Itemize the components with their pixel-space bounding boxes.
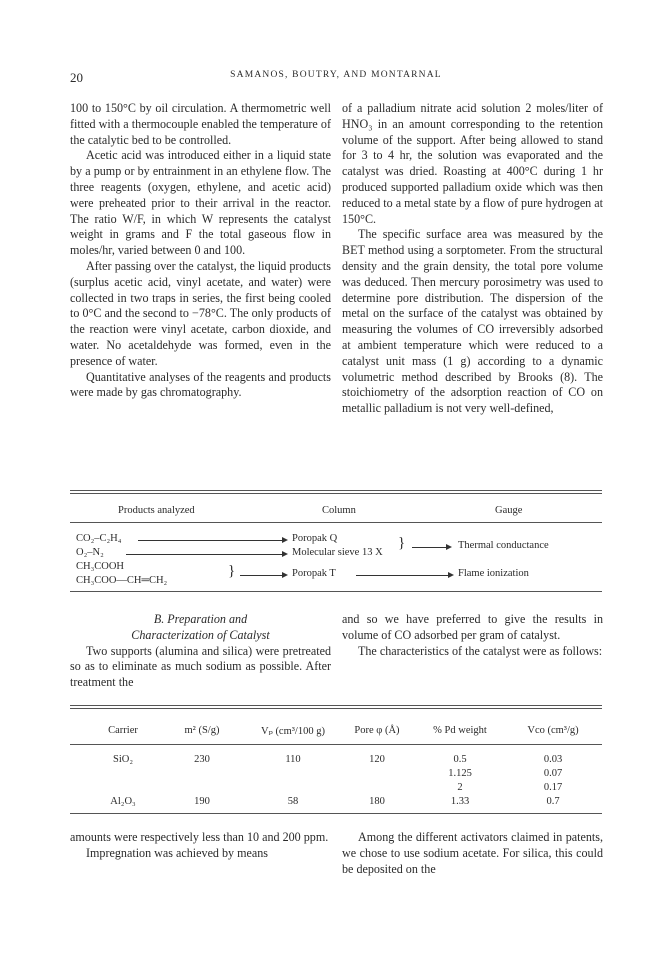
bottom-left-column [70, 830, 331, 862]
table2-cell: Al₂O₃ [110, 796, 136, 807]
mid-right-column [342, 612, 603, 659]
table2-header: m² (S/g) [184, 725, 220, 736]
section-title: Characterization of Catalyst [131, 627, 270, 642]
table2-header: % Pd weight [433, 725, 487, 736]
arrow [240, 575, 286, 576]
paragraph: of a palladium nitrate acid solution 2 moles/liter of HNO₃ in an amount corresponding to the retention volume of the support. After being allowed to stand for 3 to 4 hr, the solution was evaporated and the catalyst was dried. Roasting at 400°C during 1 hr produced supported palladium oxide which was then reduced to a metal state by a flow of pure hydrogen at 150°C. [342, 101, 603, 226]
top-left-column [70, 101, 331, 401]
arrow [138, 540, 286, 541]
table2-cell: 1.33 [450, 796, 470, 807]
table1-column: Poropak T [292, 568, 336, 579]
table1-product: CH₃COO—CH═CH₂ [76, 575, 168, 586]
paragraph: The specific surface area was measured by the BET method using a sorptometer. From the structural density and the grain density, the total pore volume was deduced. Then mercury porosimetry was used to determine pore distribution. The dispersion of the metal on the surface of the catalyst was obtained by measuring the volumes of CO irreversibly adsorbed at ambient temperature which were reduced to a catalyst unit mass (1 g) according to a dynamic volumetric method described by Brooks (8). The stoichiometry of the adsorption reaction of CO on metallic palladium is not very well-defined, [342, 227, 603, 416]
arrow [412, 547, 450, 548]
table2-header: Pore φ (Å) [354, 725, 400, 736]
table2-cell: 0.03 [543, 754, 563, 765]
table2-cell: 0.07 [543, 768, 563, 779]
top-right-column [342, 101, 603, 417]
table1-top-rule [70, 490, 602, 491]
paragraph: Impregnation was achieved by means [86, 845, 269, 860]
table2-top-rule-2 [70, 708, 602, 709]
table2-cell: 0.5 [453, 754, 467, 765]
table2-header: Vco (cm³/g) [527, 725, 579, 736]
table2-bottom-rule [70, 813, 602, 814]
table2-cell: SiO₂ [112, 754, 133, 765]
bottom-right-column [342, 830, 603, 877]
arrow [126, 554, 286, 555]
table1-column: Poropak Q [292, 533, 338, 544]
brace: } [398, 535, 406, 551]
paragraph: Acetic acid was introduced either in a liquid state by a pump or by entrainment in an ethylene flow. The three reagents (oxygen, ethylene, and acetic acid) were preheated prior to their arrival in the reactor. The ratio W/F, in which W represents the catalyst weight in grams and F the total gaseous flow in moles/hr, varied between 0 and 100. [70, 148, 331, 258]
paragraph: The characteristics of the catalyst were as follows: [358, 643, 603, 658]
table1-gauge: Flame ionization [458, 568, 529, 579]
paragraph: amounts were respectively less than 10 and 200 ppm. [70, 830, 329, 844]
table2-cell: 2 [457, 782, 463, 793]
page-header [70, 70, 602, 86]
table2-header: Vₚ (cm³/100 g) [261, 726, 325, 737]
table1-gauge: Thermal conductance [458, 540, 549, 551]
table2-top-rule [70, 705, 602, 706]
mid-left-column [70, 612, 331, 691]
paragraph: and so we have preferred to give the results in volume of CO adsorbed per gram of catalyst. [342, 612, 603, 642]
table1-top-rule-2 [70, 493, 602, 494]
table1-product: O₂–N₂ [76, 547, 104, 558]
page-number: 20 [70, 70, 83, 85]
table1-bottom-rule [70, 591, 602, 592]
brace: } [228, 563, 236, 579]
table2-cell: 180 [369, 796, 385, 807]
table2-cell: 1.125 [448, 768, 472, 779]
table2-cell: 0.17 [543, 782, 563, 793]
paragraph: Among the different activators claimed in patents, we chose to use sodium acetate. For silica, this could be deposited on the [342, 830, 603, 876]
paragraph: Two supports (alumina and silica) were pretreated so as to eliminate as much sodium as possible. After treatment the [70, 643, 331, 690]
arrow [356, 575, 452, 576]
table2-cell: 190 [194, 796, 210, 807]
table1-column: Molecular sieve 13 X [292, 547, 383, 558]
table2-cell: 58 [287, 796, 299, 807]
table2-cell: 120 [369, 754, 385, 765]
table2-header-rule [70, 744, 602, 745]
table2-cell: 230 [194, 754, 210, 765]
table1-header-gauge: Gauge [495, 505, 523, 516]
table1-header-rule [70, 522, 602, 523]
paragraph: 100 to 150°C by oil circulation. A thermometric well fitted with a thermocouple enabled the temperature of the catalytic bed to be controlled. [70, 101, 331, 147]
running-title: SAMANOS, BOUTRY, AND MONTARNAL [230, 70, 442, 80]
section-title: B. Preparation and [153, 612, 248, 626]
table1-product: CO₂–C₂H₄ [76, 533, 122, 544]
paragraph: Quantitative analyses of the reagents and products were made by gas chromatography. [70, 369, 331, 400]
table1-header-column: Column [322, 505, 356, 516]
paragraph: After passing over the catalyst, the liquid products (surplus acetic acid, vinyl acetate, and water) were collected in two traps in series, the first being cooled to 0°C and the second to −78°C. The only products of the reaction were vinyl acetate, carbon dioxide, and water. No acetaldehyde was formed, even in the presence of water. [70, 258, 331, 368]
table1-header-products: Products analyzed [118, 505, 195, 516]
table2-cell: 110 [285, 754, 301, 765]
table1-product: CH₃COOH [76, 561, 124, 572]
table2-header: Carrier [108, 725, 138, 736]
table2-cell: 0.7 [546, 796, 560, 807]
